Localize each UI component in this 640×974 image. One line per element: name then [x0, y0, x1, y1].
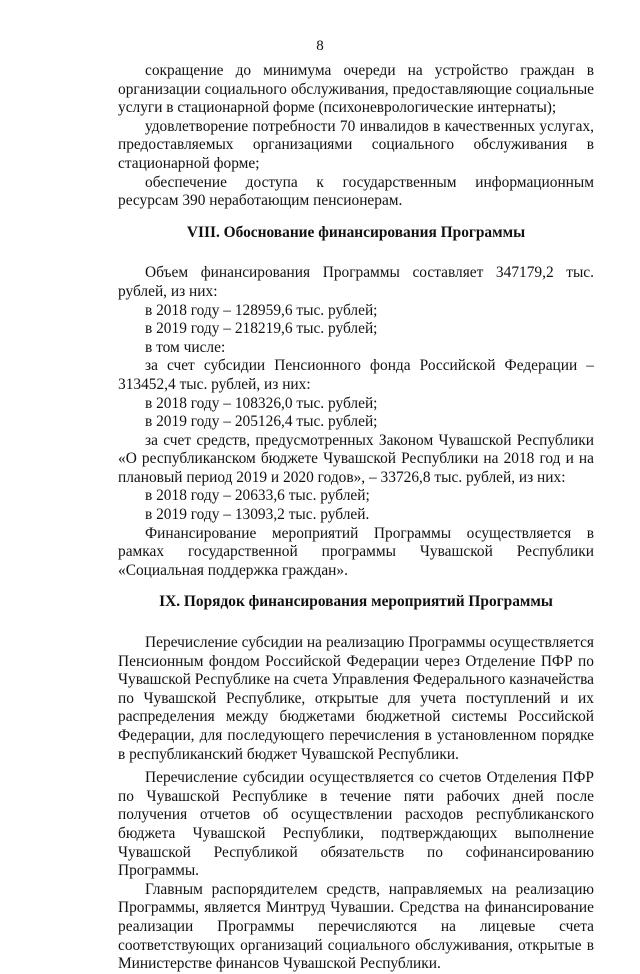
funding-total-2019: в 2019 году – 218219,6 тыс. рублей; — [145, 320, 378, 338]
funding-closing: Финансирование мероприятий Программы осуществляется в рамках государственной программы Чувашской Республики «Социальная поддержка граждан». — [118, 524, 594, 579]
funding-republic: за счет средств, предусмотренных Законом Чувашской Республики «О республиканском бюджете Чувашской Республики на 2018 год и на плановый период 2019 и 2020 годов», – 33726,8 тыс. рублей, из них: — [118, 431, 594, 486]
document-body — [118, 62, 594, 974]
intro-paragraph-2: удовлетворение потребности 70 инвалидов в качественных услугах, предоставляемых организациями социального обслуживания в стационарной форме; — [118, 117, 594, 172]
procedure-paragraph-2: Перечисление субсидии осуществляется со счетов Отделения ПФР по Чувашской Республике в течение пяти рабочих дней после получения отчетов об осуществлении расходов республиканского бюджета Чувашской Республики, подтверждающих выполнение Чувашской Республикой обязательств по софинансированию Программы. — [118, 769, 594, 880]
funding-pfr-2018: в 2018 году – 108326,0 тыс. рублей; — [145, 394, 378, 412]
intro-paragraph-1: сокращение до минимума очереди на устройство граждан в организации социального обслуживания, предоставляющие социальные услуги в стационарной форме (психоневрологические интернаты); — [118, 62, 594, 117]
section-9-heading: IX. Порядок финансирования мероприятий Программы — [159, 593, 553, 611]
funding-republic-2019: в 2019 году – 13093,2 тыс. рублей. — [145, 506, 370, 524]
funding-total: Объем финансирования Программы составляет 347179,2 тыс. рублей, из них: — [118, 264, 594, 300]
funding-pfr-2019: в 2019 году – 205126,4 тыс. рублей; — [145, 413, 378, 431]
procedure-paragraph-1: Перечисление субсидии на реализацию Программы осуществляется Пенсионным фондом Российской Федерации через Отделение ПФР по Чувашской Республике на счета Управления Федерального казначейства по Чувашской Республике, открытые для учета поступлений и их распределения между бюджетами бюджетной системы Российской Федерации, для последующего перечисления в установленном порядке в республиканский бюджет Чувашской Республики. — [118, 634, 594, 763]
funding-total-2018: в 2018 году – 128959,6 тыс. рублей; — [145, 301, 378, 319]
page-number: 8 — [316, 38, 324, 54]
funding-republic-2018: в 2018 году – 20633,6 тыс. рублей; — [145, 487, 370, 505]
funding-pfr: за счет субсидии Пенсионного фонда Российской Федерации – 313452,4 тыс. рублей, из них: — [118, 357, 594, 393]
intro-paragraph-3: обеспечение доступа к государственным информационным ресурсам 390 неработающим пенсионерам. — [118, 173, 594, 210]
funding-including: в том числе: — [145, 338, 226, 356]
procedure-paragraph-3: Главным распорядителем средств, направляемых на реализацию Программы, является Минтруд Чувашии. Средства на финансирование реализации Программы перечисляются на лицевые счета соответствующих организаций социального обслуживания, открытые в Министерстве финансов Чувашской Республики. — [118, 880, 594, 973]
section-8-heading: VIII. Обоснование финансирования Программы — [186, 223, 526, 241]
